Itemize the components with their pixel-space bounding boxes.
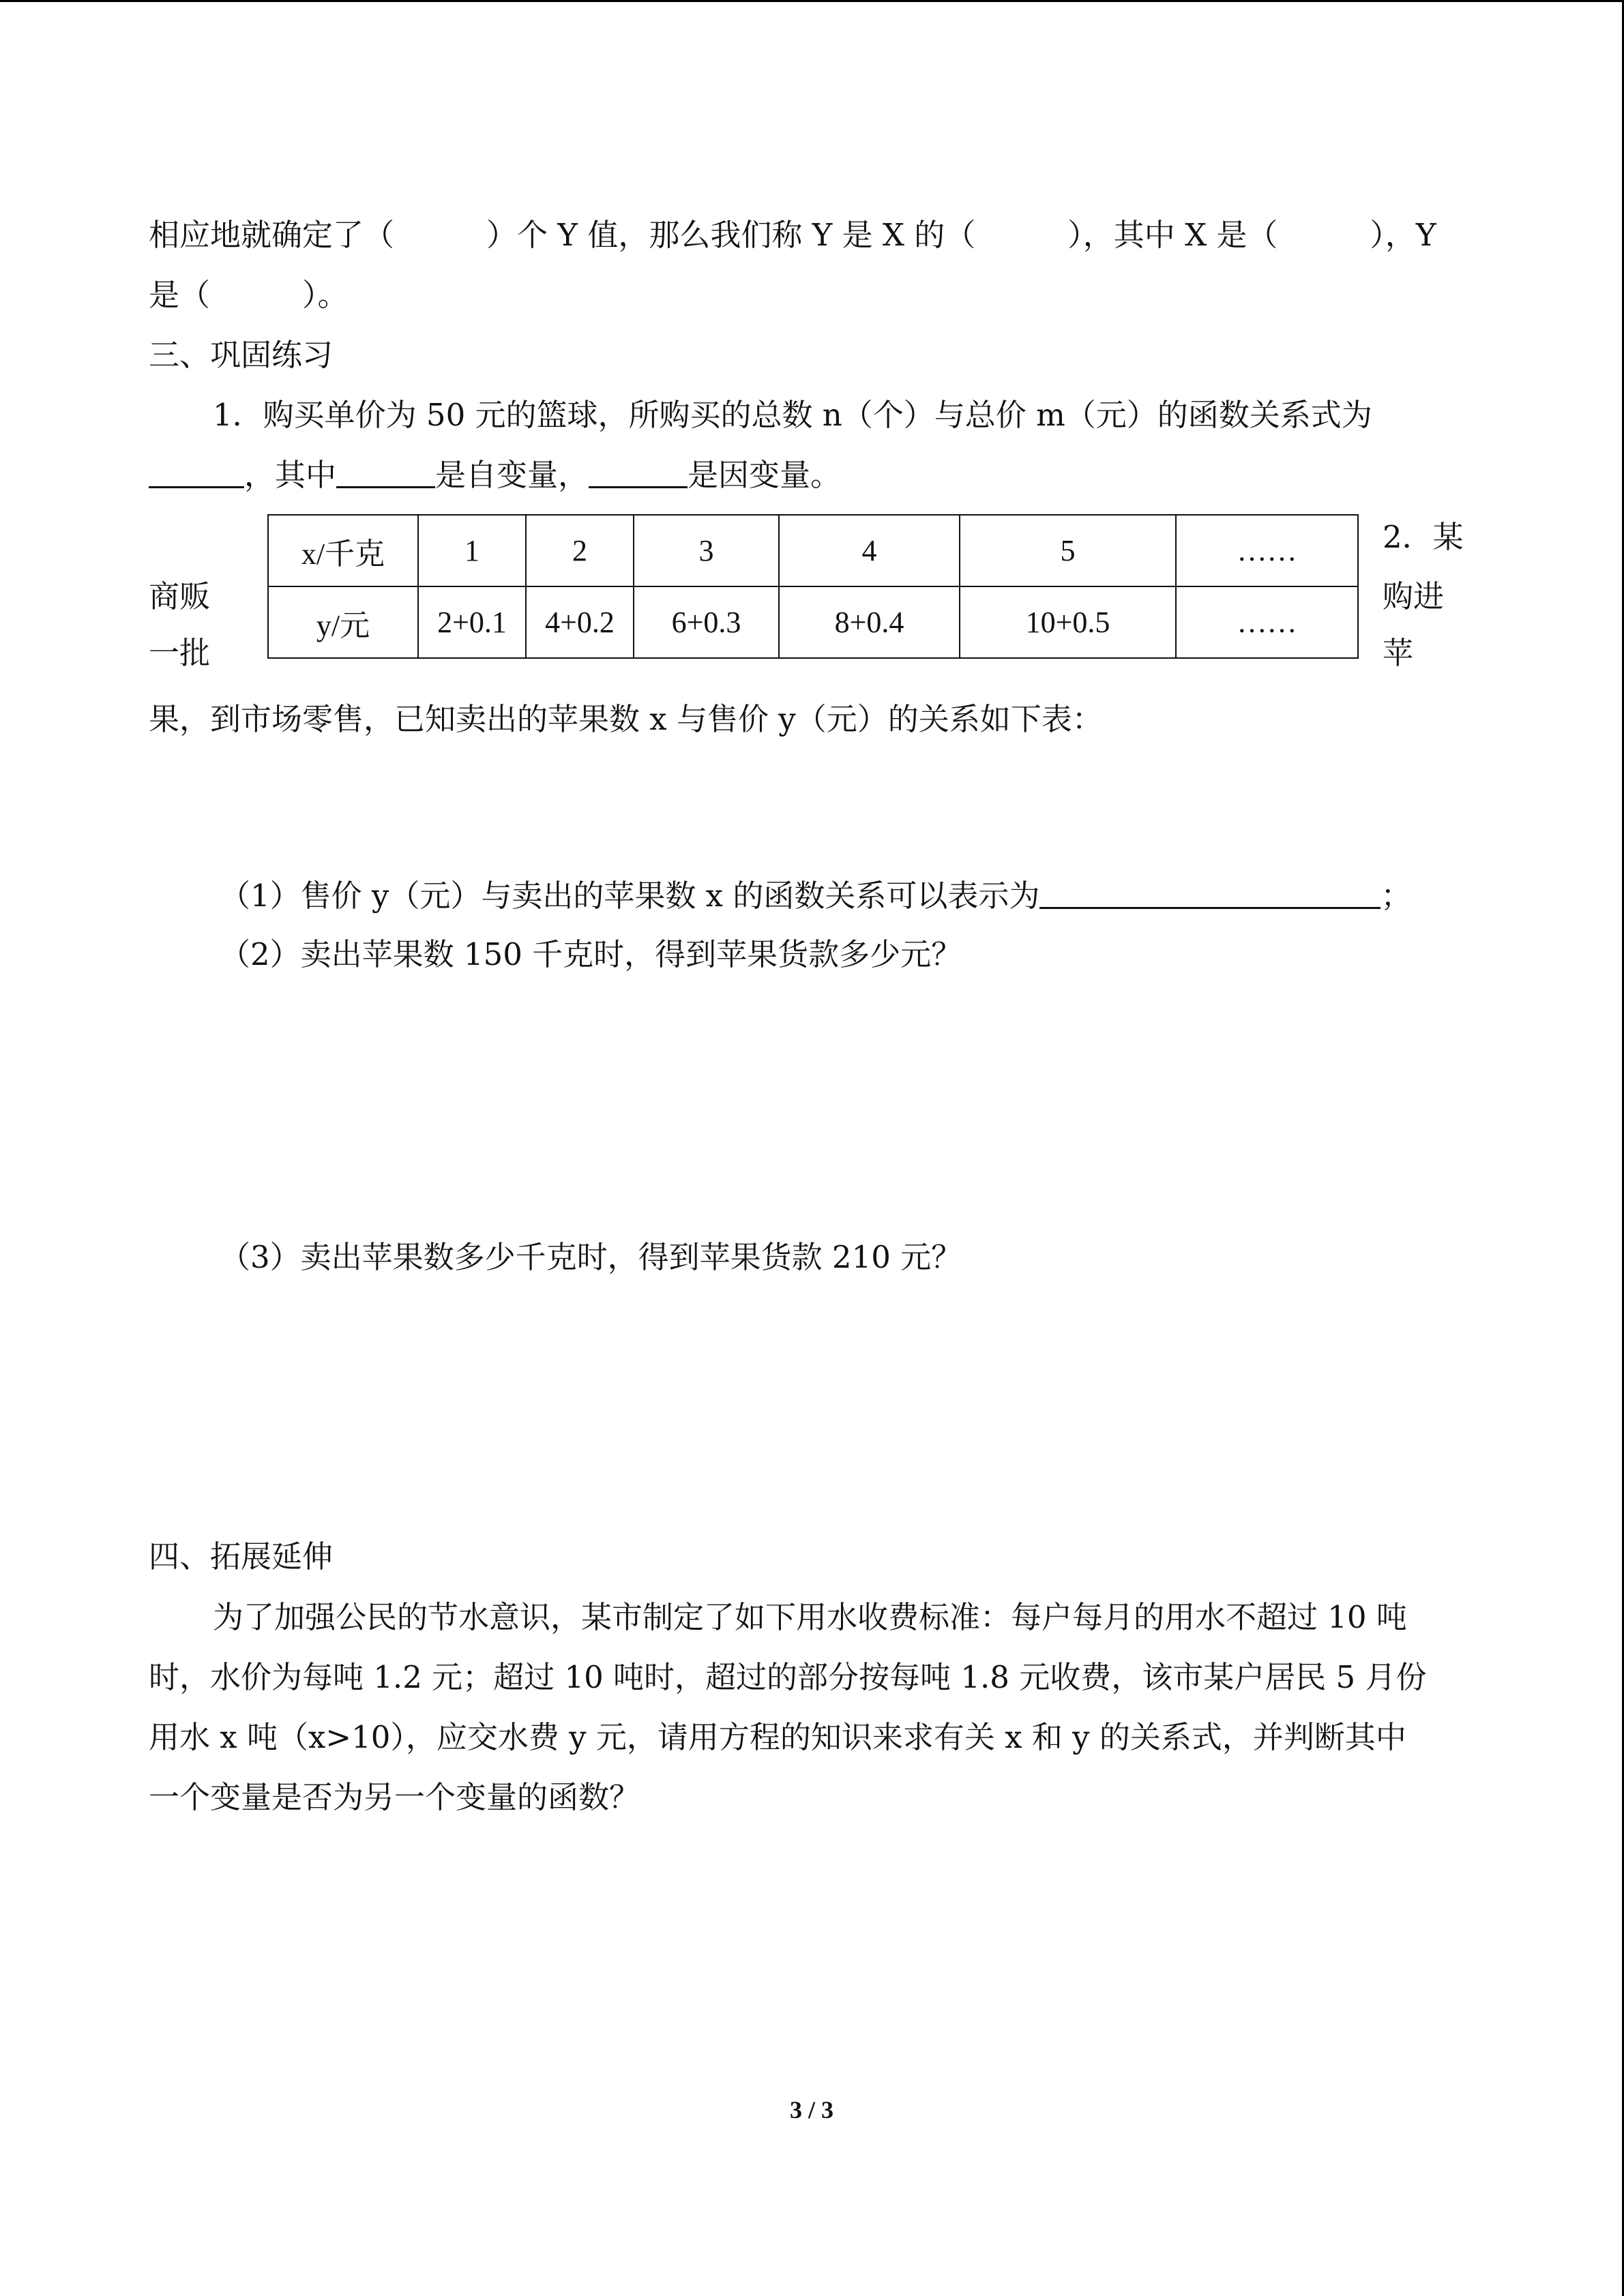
q2-sub-2: （2）卖出苹果数 150 千克时，得到苹果货款多少元？ (220, 936, 962, 972)
q1-text-end: 是因变量。 (688, 457, 842, 493)
table-header-cell: 4 (779, 515, 960, 586)
intro-line-2: 是（ ）。 (149, 277, 349, 313)
q2-sub-1-end: ； (1381, 878, 1412, 914)
section4-para-line-1: 为了加强公民的节水意识，某市制定了如下用水收费标准：每户每月的用水不超过 10 吨 (213, 1599, 1407, 1635)
table-cell: …… (1176, 586, 1358, 658)
q2-wrap-left-2: 商贩 (149, 578, 211, 614)
table-header-cell: 5 (960, 515, 1176, 586)
table-header-cell: …… (1176, 515, 1358, 586)
section4-para-line-3: 用水 x 吨（x>10），应交水费 y 元，请用方程的知识来求有关 x 和 y 的关系式，并判断其中 (149, 1719, 1406, 1755)
section4-heading: 四、拓展延伸 (149, 1538, 334, 1575)
section4-para-line-2: 时，水价为每吨 1.2 元；超过 10 吨时，超过的部分按每吨 1.8 元收费，该市某户居民 5 月份 (149, 1659, 1427, 1695)
q2-wrap-right-1: 2．某 (1383, 519, 1464, 555)
q1-blank-dependent[interactable] (589, 456, 688, 488)
q1-text-mid: ，其中 (244, 457, 337, 493)
q1-line-1: 1．购买单价为 50 元的篮球，所购买的总数 n（个）与总价 m（元）的函数关系式为 (213, 397, 1372, 433)
q2-continuation: 果，到市场零售，已知卖出的苹果数 x 与售价 y（元）的关系如下表： (149, 701, 1103, 737)
table-header-cell: 1 (418, 515, 526, 586)
table-row (268, 586, 1358, 658)
table-header-cell: 2 (526, 515, 634, 586)
intro-line-1: 相应地就确定了（ ）个 Y 值，那么我们称 Y 是 X 的（ ），其中 X 是（ ），Y (149, 217, 1436, 253)
apple-price-table (267, 514, 1359, 659)
q2-wrap-left-3: 一批 (149, 635, 211, 671)
q1-blank-formula[interactable] (149, 456, 244, 488)
q1-text-mid2: 是自变量， (435, 457, 589, 493)
section3-heading: 三、巩固练习 (149, 337, 334, 373)
table-cell: 2+0.1 (418, 586, 526, 658)
table-header-cell: x/千克 (268, 515, 418, 586)
table-cell: 6+0.3 (634, 586, 779, 658)
page-number: 3 / 3 (789, 2096, 833, 2123)
table-header-cell: 3 (634, 515, 779, 586)
section4-para-line-4: 一个变量是否为另一个变量的函数？ (149, 1779, 640, 1815)
q1-line-2 (149, 455, 1475, 496)
table-cell: 8+0.4 (779, 586, 960, 658)
q1-blank-independent[interactable] (336, 456, 435, 488)
q2-sub-1-text: （1）售价 y（元）与卖出的苹果数 x 的函数关系可以表示为 (220, 878, 1040, 914)
table-cell: y/元 (268, 586, 418, 658)
q2-sub-1 (220, 876, 1546, 916)
top-border (0, 0, 1624, 2)
q2-wrap-right-3: 苹 (1383, 635, 1414, 671)
table-cell: 4+0.2 (526, 586, 634, 658)
q2-sub-3: （3）卖出苹果数多少千克时，得到苹果货款 210 元？ (220, 1239, 962, 1275)
table-cell: 10+0.5 (960, 586, 1176, 658)
table-row (268, 515, 1358, 586)
q2-wrap-right-2: 购进 (1383, 578, 1445, 614)
q2-sub-1-blank[interactable] (1039, 877, 1381, 909)
